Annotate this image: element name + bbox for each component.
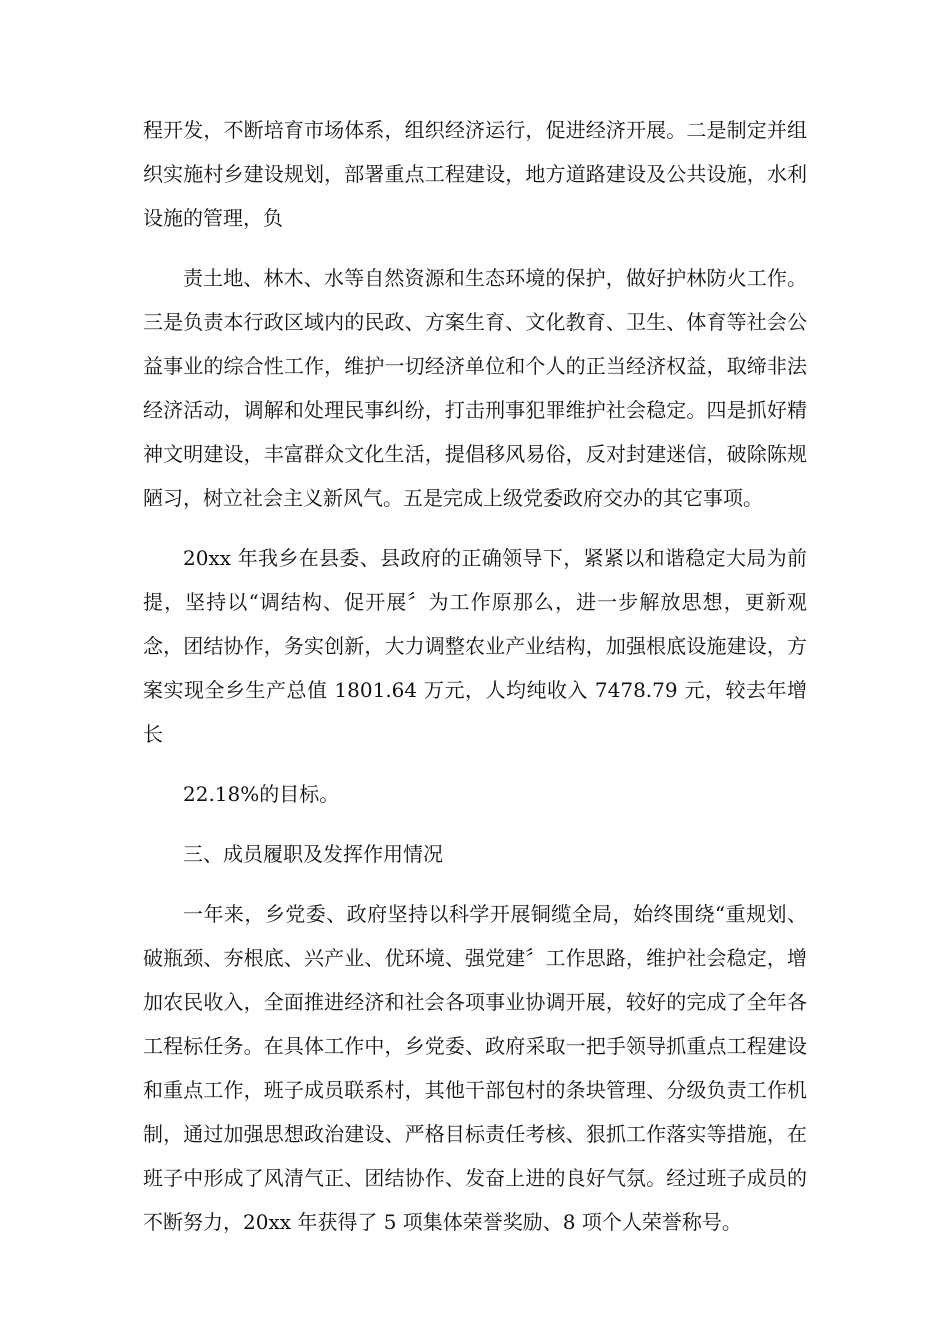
paragraph-2: 责土地、林木、水等自然资源和生态环境的保护，做好护林防火工作。三是负责本行政区域内的民政、方案生育、文化教育、卫生、体育等社会公益事业的综合性工作，维护一切经济单位和个人的正当经济权益，取缔非法经济活动，调解和处理民事纠纷，打击刑事犯罪维护社会稳定。四是抓好精神文明建设，丰富群众文化生活，提倡移风易俗，反对封建迷信，破除陈规陋习，树立社会主义新风气。五是完成上级党委政府交办的其它事项。 <box>143 266 807 510</box>
section-heading: 三、成员履职及发挥作用情况 <box>183 842 443 866</box>
paragraph-1: 程开发，不断培育市场体系，组织经济运行，促进经济开展。二是制定并组织实施村乡建设规划，部署重点工程建设，地方道路建设及公共设施，水利设施的管理，负 <box>143 118 807 230</box>
section-paragraph: 一年来，乡党委、政府坚持以科学开展铜缆全局，始终围绕“重规划、破瓶颈、夯根底、兴产业、优环境、强党建〞工作思路，维护社会稳定，增加农民收入，全面推进经济和社会各项事业协调开展，较好的完成了全年各工程标任务。在具体工作中，乡党委、政府采取一把手领导抓重点工程建设和重点工作，班子成员联系村，其他干部包村的条块管理、分级负责工作机制，通过加强思想政治建设、严格目标责任考核、狠抓工作落实等措施，在班子中形成了风清气正、团结协作、发奋上进的良好气氛。经过班子成员的不断努力，20xx 年获得了 5 项集体荣誉奖励、8 项个人荣誉称号。 <box>143 902 807 1234</box>
paragraph-4: 22.18%的目标。 <box>183 782 340 806</box>
paragraph-3: 20xx 年我乡在县委、县政府的正确领导下，紧紧以和谐稳定大局为前提，坚持以“调结构、促开展〞为工作原那么，进一步解放思想，更新观念，团结协作，务实创新，大力调整农业产业结构，加强根底设施建设，方案实现全乡生产总值 1801.64 万元，人均纯收入 7478.79 元，较去年增长 <box>143 546 807 746</box>
document-body <box>143 108 807 1260</box>
